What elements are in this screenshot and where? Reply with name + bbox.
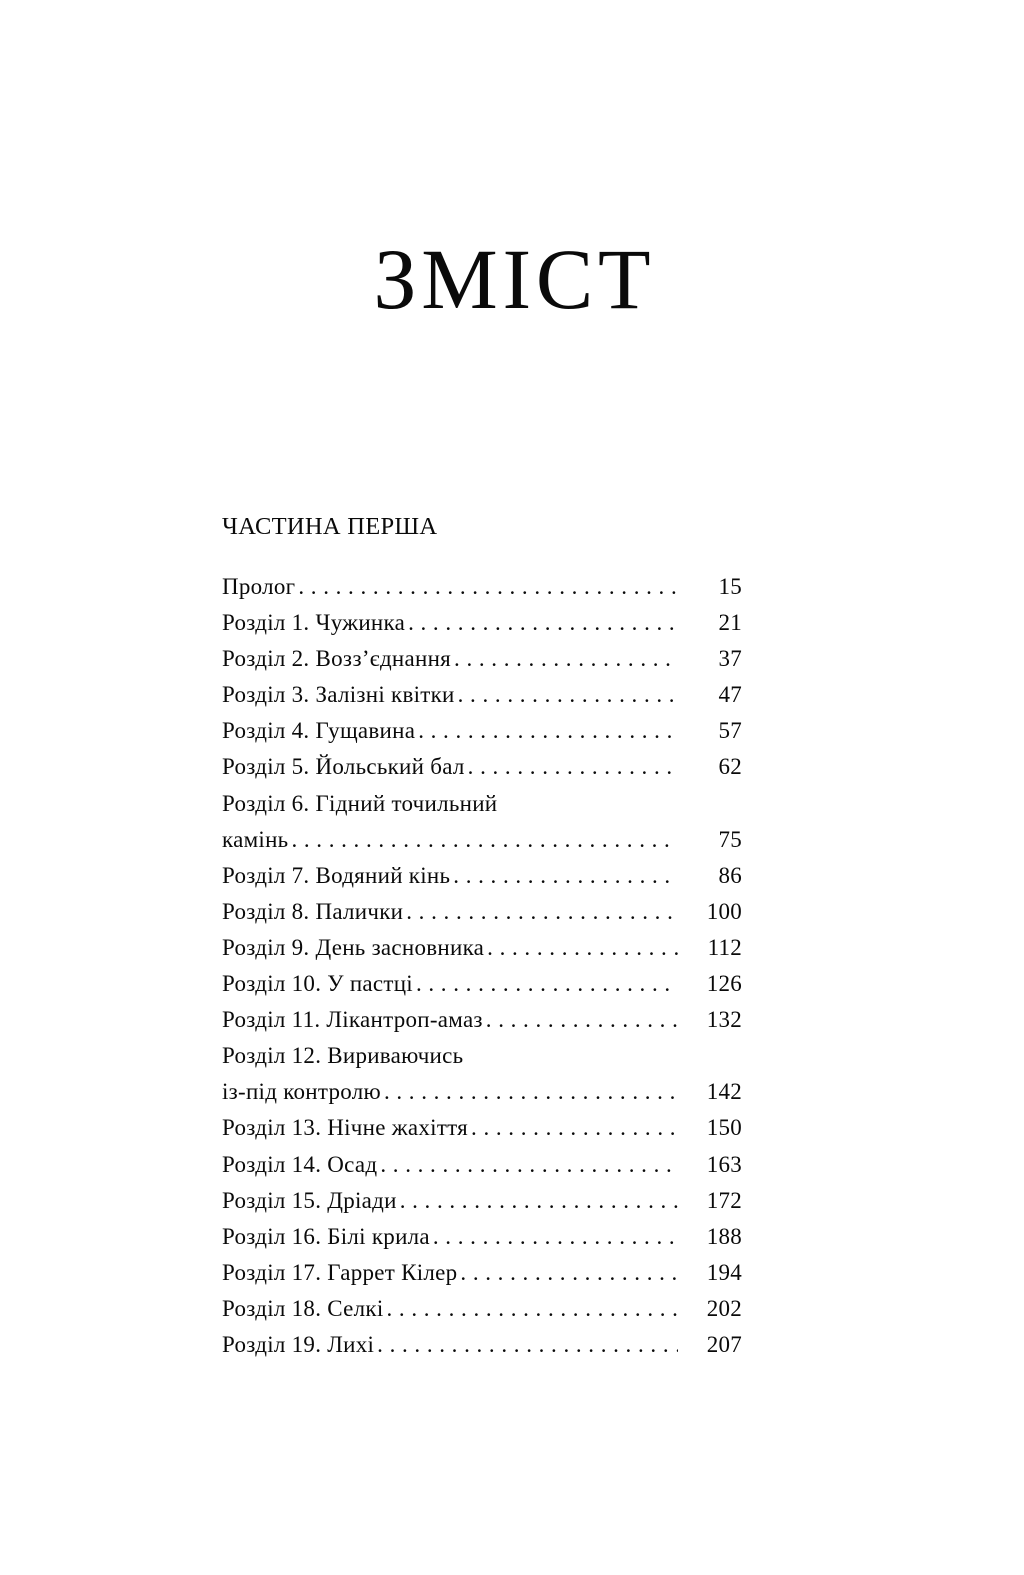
- dot-leader: [408, 611, 678, 634]
- toc-entry-row: [222, 1002, 742, 1038]
- toc-entry-row: [222, 966, 742, 1002]
- toc-entry[interactable]: [222, 1291, 742, 1327]
- dot-leader: [468, 755, 678, 778]
- toc-entry-row: [222, 1074, 742, 1110]
- toc-entry[interactable]: [222, 1110, 742, 1146]
- dot-leader: [416, 972, 678, 995]
- dot-leader: [471, 1116, 678, 1139]
- toc-entry-page-number: 37: [718, 646, 742, 672]
- toc-entry-title: Розділ 7. Водяний кінь: [222, 862, 451, 888]
- dot-leader: [298, 575, 678, 598]
- toc-entry-title-continuation: із-під контролю: [222, 1079, 381, 1105]
- toc-entry-row: [222, 1183, 742, 1219]
- toc-entry[interactable]: [222, 858, 742, 894]
- toc-entry-page-number: 150: [706, 1115, 742, 1141]
- toc-entry-title: Розділ 15. Дріади: [222, 1187, 397, 1213]
- toc-entry-row: [222, 858, 742, 894]
- toc-entry[interactable]: [222, 1255, 742, 1291]
- toc-entry-title-continuation: камінь: [222, 826, 289, 852]
- dot-leader: [406, 900, 678, 923]
- toc-entry-row: [222, 1291, 742, 1327]
- toc-entry[interactable]: [222, 605, 742, 641]
- dot-leader: [433, 1225, 678, 1248]
- toc-entry-page-number: 57: [718, 718, 742, 744]
- toc-body: [222, 512, 742, 1363]
- toc-entry[interactable]: [222, 1002, 742, 1038]
- toc-entry[interactable]: [222, 786, 742, 858]
- toc-entry[interactable]: [222, 1219, 742, 1255]
- toc-entry-title: Розділ 6. Гідний точильний: [222, 790, 498, 816]
- toc-entry-title: Розділ 13. Нічне жахіття: [222, 1115, 469, 1141]
- toc-entry[interactable]: [222, 641, 742, 677]
- toc-entry-page-number: 47: [718, 682, 742, 708]
- toc-entry-title: Розділ 12. Вириваючись: [222, 1043, 464, 1069]
- toc-entry-title: Розділ 3. Залізні квітки: [222, 682, 455, 708]
- toc-entry-title: Розділ 2. Возз’єднання: [222, 646, 452, 672]
- toc-entry-row: [222, 1327, 742, 1363]
- toc-entry-row: [222, 641, 742, 677]
- toc-entry-row: [222, 894, 742, 930]
- dot-leader: [487, 936, 678, 959]
- toc-entry[interactable]: [222, 1038, 742, 1110]
- dot-leader: [460, 1261, 678, 1284]
- toc-entry-title: Розділ 17. Гаррет Кілер: [222, 1259, 458, 1285]
- dot-leader: [486, 1008, 678, 1031]
- toc-entry-page-number: 15: [718, 574, 742, 599]
- toc-entry[interactable]: [222, 713, 742, 749]
- toc-entry-page-number: 207: [706, 1331, 742, 1357]
- toc-entry[interactable]: [222, 1327, 742, 1363]
- toc-entry-title: Розділ 5. Йольський бал: [222, 754, 465, 780]
- dot-leader: [384, 1080, 678, 1103]
- toc-entry-page-number: 86: [718, 862, 742, 888]
- toc-entry[interactable]: [222, 1183, 742, 1219]
- toc-entry-row: [222, 677, 742, 713]
- toc-entry-page-number: 172: [706, 1187, 742, 1213]
- dot-leader: [458, 683, 678, 706]
- toc-entry-title: Розділ 14. Осад: [222, 1151, 378, 1177]
- page-title: ЗМІСТ: [373, 230, 656, 327]
- toc-entry-title: Розділ 16. Білі крила: [222, 1223, 430, 1249]
- toc-entry-page-number: 132: [706, 1007, 742, 1033]
- dot-leader: [453, 864, 678, 887]
- toc-entry-page-number: 62: [718, 754, 742, 780]
- toc-entry-title: Розділ 9. День засновника: [222, 934, 485, 960]
- toc-entry-page-number: 126: [706, 971, 742, 997]
- toc-entry-page-number: 188: [706, 1223, 742, 1249]
- toc-list: [222, 569, 742, 1363]
- dot-leader: [454, 647, 678, 670]
- toc-entry-title: Розділ 1. Чужинка: [222, 610, 406, 636]
- toc-entry-row: [222, 713, 742, 749]
- toc-entry[interactable]: [222, 966, 742, 1002]
- toc-entry[interactable]: [222, 1147, 742, 1183]
- toc-entry-row: [222, 1255, 742, 1291]
- toc-entry-page-number: 163: [706, 1151, 742, 1177]
- toc-entry-row: [222, 930, 742, 966]
- toc-entry-row: [222, 569, 742, 605]
- toc-entry-page-number: 100: [706, 898, 742, 924]
- toc-entry-page-number: 112: [707, 934, 742, 960]
- toc-entry[interactable]: [222, 569, 742, 605]
- toc-entry-row: [222, 1110, 742, 1146]
- toc-entry[interactable]: [222, 930, 742, 966]
- dot-leader: [291, 828, 678, 851]
- toc-entry-title: Розділ 11. Лікантроп-амаз: [222, 1007, 483, 1033]
- dot-leader: [418, 719, 678, 742]
- toc-entry-row: [222, 605, 742, 641]
- toc-entry-page-number: 21: [718, 610, 742, 636]
- toc-entry-title: Розділ 10. У пастці: [222, 971, 413, 997]
- toc-entry[interactable]: [222, 749, 742, 785]
- toc-entry-title: Розділ 18. Селкі: [222, 1295, 384, 1321]
- toc-entry-row: [222, 822, 742, 858]
- toc-entry-title: Розділ 4. Гущавина: [222, 718, 416, 744]
- toc-entry-page-number: 142: [706, 1079, 742, 1105]
- toc-entry-title: Пролог: [222, 574, 296, 599]
- toc-entry-row: [222, 1219, 742, 1255]
- toc-entry-page-number: 194: [706, 1259, 742, 1285]
- toc-entry[interactable]: [222, 677, 742, 713]
- toc-entry-row: [222, 749, 742, 785]
- toc-entry-title: Розділ 8. Палички: [222, 898, 404, 924]
- toc-entry-page-number: 202: [706, 1295, 742, 1321]
- toc-entry[interactable]: [222, 894, 742, 930]
- dot-leader: [387, 1297, 679, 1320]
- dot-leader: [400, 1189, 678, 1212]
- toc-entry-title: Розділ 19. Лихі: [222, 1331, 375, 1357]
- toc-entry-page-number: 75: [718, 826, 742, 852]
- dot-leader: [377, 1333, 678, 1356]
- dot-leader: [380, 1153, 678, 1176]
- toc-entry-row: [222, 1147, 742, 1183]
- part-heading: ЧАСТИНА ПЕРША: [222, 513, 438, 540]
